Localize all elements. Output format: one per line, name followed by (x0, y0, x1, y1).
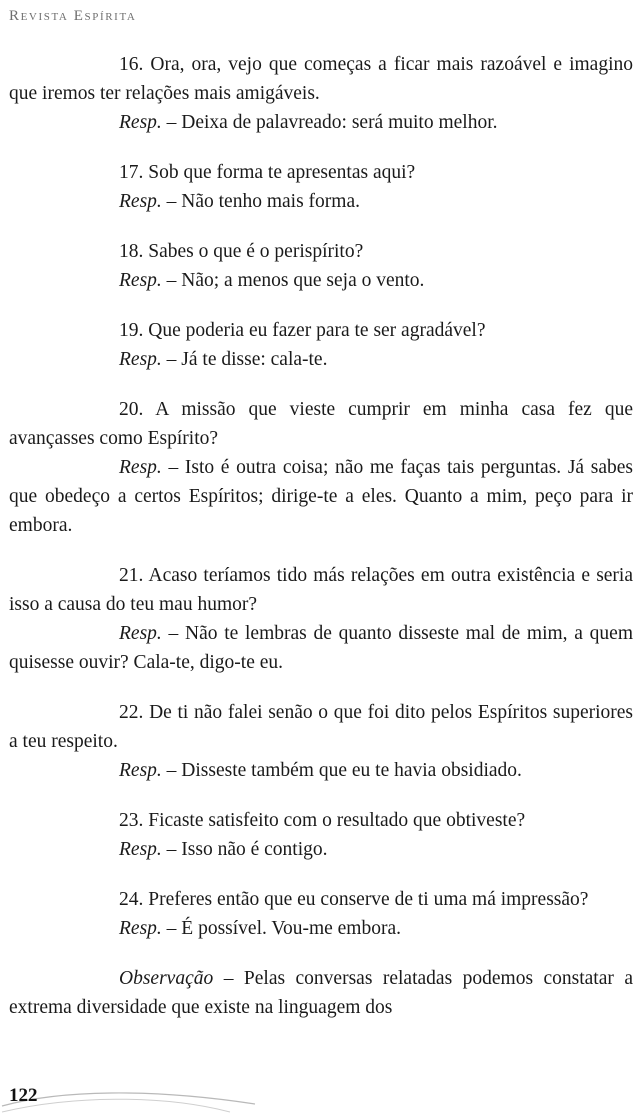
question-17: 17. Sob que forma te apresentas aqui? (119, 162, 416, 183)
answer-16 (9, 108, 633, 137)
resp-label: Resp. (119, 457, 162, 478)
observation-label: Observação (119, 968, 214, 989)
resp-label: Resp. (119, 349, 162, 370)
resp-label: Resp. (119, 623, 162, 644)
resp-label: Resp. (119, 270, 162, 291)
resp-label: Resp. (119, 191, 162, 212)
question-22: 22. De ti não falei senão o que foi dito pelos Espíritos superiores a teu respeito. (9, 702, 633, 752)
answer-24 (9, 914, 633, 943)
answer-23 (9, 835, 633, 864)
answer-text: – É possível. Vou-me embora. (161, 918, 401, 939)
question-20: 20. A missão que vieste cumprir em minha casa fez que avançasses como Espírito? (9, 399, 633, 449)
observation (9, 964, 633, 1022)
answer-21 (9, 619, 633, 677)
answer-text: – Não; a menos que seja o vento. (161, 270, 425, 291)
page-number: 122 (9, 1085, 38, 1106)
answer-text: – Disseste também que eu te havia obsidiado. (161, 760, 522, 781)
answer-text: – Isso não é contigo. (161, 839, 328, 860)
answer-text: – Isto é outra coisa; não me faças tais perguntas. Já sabes que obedeço a certos Espíritos; dirige-te a eles. Quanto a mim, peço para ir embora. (9, 457, 633, 536)
resp-label: Resp. (119, 918, 162, 939)
resp-label: Resp. (119, 760, 162, 781)
resp-label: Resp. (119, 112, 162, 133)
answer-text: – Deixa de palavreado: será muito melhor. (161, 112, 498, 133)
running-head: Revista Espírita (9, 8, 137, 24)
answer-18 (9, 266, 633, 295)
question-16: 16. Ora, ora, vejo que começas a ficar mais razoável e imagino que iremos ter relações mais amigáveis. (9, 54, 633, 104)
question-18: 18. Sabes o que é o perispírito? (119, 241, 364, 262)
page-body (9, 50, 633, 1022)
question-21: 21. Acaso teríamos tido más relações em outra existência e seria isso a causa do teu mau humor? (9, 565, 633, 615)
answer-20 (9, 453, 633, 540)
answer-text: – Não tenho mais forma. (161, 191, 360, 212)
question-23: 23. Ficaste satisfeito com o resultado que obtiveste? (119, 810, 526, 831)
answer-17 (9, 187, 633, 216)
observation-text: – Pelas conversas relatadas podemos constatar a extrema diversidade que existe na linguagem dos (9, 968, 633, 1018)
answer-text: – Já te disse: cala-te. (161, 349, 328, 370)
answer-19 (9, 345, 633, 374)
question-24: 24. Preferes então que eu conserve de ti uma má impressão? (119, 889, 589, 910)
answer-22 (9, 756, 633, 785)
swash-ornament-icon (0, 1082, 260, 1116)
question-19: 19. Que poderia eu fazer para te ser agradável? (119, 320, 486, 341)
resp-label: Resp. (119, 839, 162, 860)
answer-text: – Não te lembras de quanto disseste mal de mim, a quem quisesse ouvir? Cala-te, digo-te eu. (9, 623, 633, 673)
